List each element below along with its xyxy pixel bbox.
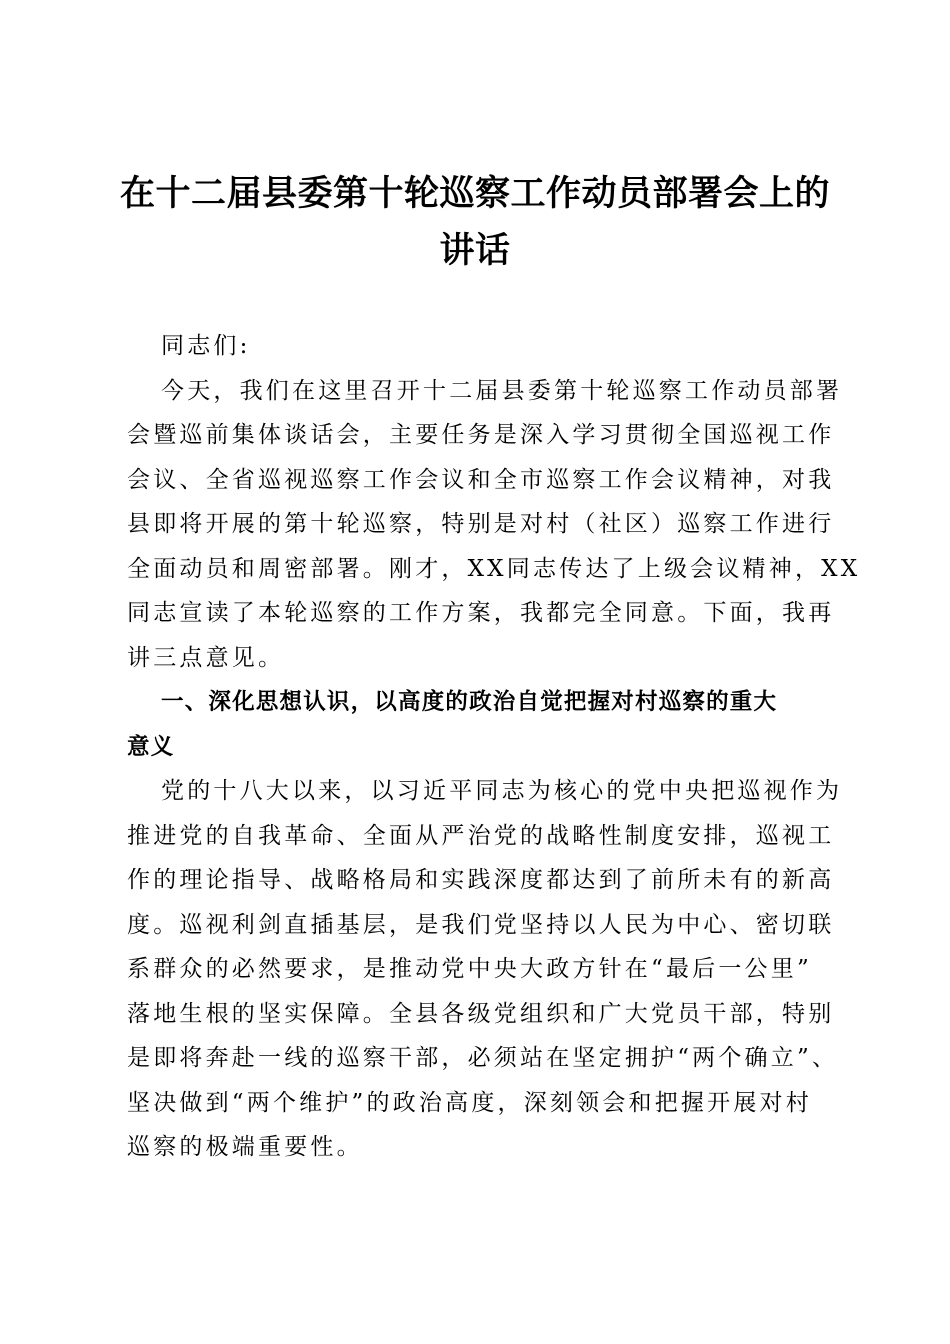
paragraph-2-line-4: 度。巡视利剑直插基层，是我们党坚持以人民为中心、密切联 (127, 911, 835, 938)
paragraph-1-line-6: 同志宣读了本轮巡察的工作方案，我都完全同意。下面，我再 (127, 600, 835, 626)
paragraph-1-line-1: 今天，我们在这里召开十二届县委第十轮巡察工作动员部署 (161, 377, 843, 404)
section-heading-1 (127, 680, 847, 769)
paragraph-1-line-4: 县即将开展的第十轮巡察，特别是对村（社区）巡察工作进行 (127, 511, 835, 537)
paragraph-1-line-2: 会暨巡前集体谈话会，主要任务是深入学习贯彻全国巡视工作 (127, 422, 835, 448)
paragraph-2-line-5: 系群众的必然要求，是推动党中央大政方针在“最后一公里” (127, 956, 812, 982)
paragraph-2-line-7: 是即将奔赴一线的巡察干部，必须站在坚定拥护“两个确立”、 (127, 1045, 839, 1071)
paragraph-2-line-6: 落地生根的坚实保障。全县各级党组织和广大党员干部，特别 (127, 1000, 835, 1027)
paragraph-1-line-7: 讲三点意见。 (127, 644, 285, 671)
section-heading-1-line-2: 意义 (127, 733, 175, 760)
paragraph-1-line-3: 会议、全省巡视巡察工作会议和全市巡察工作会议精神，对我 (127, 466, 835, 493)
paragraph-2-line-1: 党的十八大以来，以习近平同志为核心的党中央把巡视作为 (161, 778, 843, 804)
salutation: 同志们: (161, 333, 251, 359)
paragraph-2 (127, 769, 847, 1170)
title-line-2: 讲话 (439, 230, 511, 271)
paragraph-2-line-9: 巡察的极端重要性。 (127, 1134, 363, 1160)
document-body (127, 324, 861, 1170)
title-line-1: 在十二届县委第十轮巡察工作动员部署会上的 (119, 173, 830, 214)
document-title (110, 165, 840, 279)
paragraph-2-line-2: 推进党的自我革命、全面从严治党的战略性制度安排，巡视工 (127, 822, 835, 849)
paragraph-1 (127, 369, 861, 681)
paragraph-2-line-3: 作的理论指导、战略格局和实践深度都达到了前所未有的新高 (127, 867, 835, 893)
paragraph-2-line-8: 坚决做到“两个维护”的政治高度，深刻领会和把握开展对村 (127, 1089, 812, 1116)
section-heading-1-line-1: 一、深化思想认识，以高度的政治自觉把握对村巡察的重大 (161, 689, 778, 715)
paragraph-1-line-5: 全面动员和周密部署。刚才，XX同志传达了上级会议精神，XX (127, 555, 861, 582)
